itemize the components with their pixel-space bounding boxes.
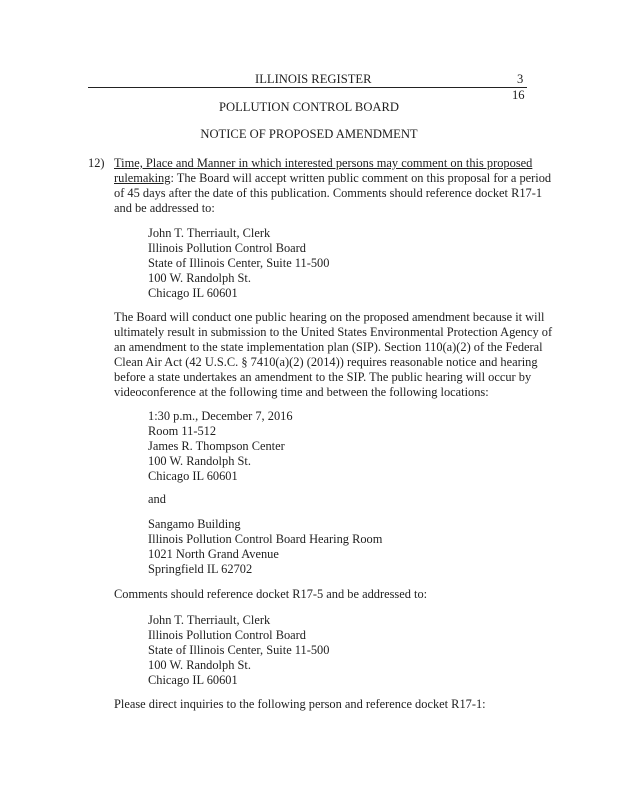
paragraph-line: The Board will conduct one public hearing on the proposed amendment because it will	[114, 310, 545, 324]
register-title: ILLINOIS REGISTER	[255, 72, 372, 86]
address-line: Illinois Pollution Control Board	[148, 628, 306, 642]
item-first-line-rest: : The Board will accept written public comment on this proposal for a period	[170, 171, 552, 185]
notice-title: NOTICE OF PROPOSED AMENDMENT	[200, 127, 418, 141]
paragraph-line: videoconference at the following time and between the following locations:	[114, 385, 489, 399]
item-paragraph	[114, 156, 552, 216]
location-line: Illinois Pollution Control Board Hearing Room	[148, 532, 383, 546]
location-line: Chicago IL 60601	[148, 469, 238, 483]
location-line: Springfield IL 62702	[148, 562, 253, 576]
address-line: 100 W. Randolph St.	[148, 658, 251, 672]
address-line: John T. Therriault, Clerk	[148, 613, 271, 627]
hearing-location-1	[148, 409, 528, 484]
address-block-1	[148, 226, 528, 301]
location-line: 1:30 p.m., December 7, 2016	[148, 409, 293, 423]
item-line: and be addressed to:	[114, 201, 215, 215]
item-heading-underlined: rulemaking	[114, 171, 171, 185]
paragraph-line: an amendment to the state implementation plan (SIP). Section 110(a)(2) of the Federal	[114, 340, 543, 354]
item-line: of 45 days after the date of this publication. Comments should reference docket R17-1	[114, 186, 543, 200]
address-line: State of Illinois Center, Suite 11-500	[148, 256, 330, 270]
address-line: Chicago IL 60601	[148, 673, 238, 687]
agency-name: POLLUTION CONTROL BOARD	[218, 100, 400, 114]
item-number: 12)	[88, 156, 105, 170]
item-heading-line2	[114, 171, 552, 186]
item-heading-line1: Time, Place and Manner in which interested persons may comment on this proposed	[114, 156, 533, 170]
inquiries-instruction: Please direct inquiries to the following person and reference docket R17-1:	[114, 697, 486, 711]
address-line: State of Illinois Center, Suite 11-500	[148, 643, 330, 657]
comments-instruction: Comments should reference docket R17-5 and be addressed to:	[114, 587, 428, 601]
and-connector: and	[148, 492, 166, 506]
paragraph-line: Clean Air Act (42 U.S.C. § 7410(a)(2) (2014)) requires reasonable notice and hearing	[114, 355, 538, 369]
hearing-location-2	[148, 517, 528, 577]
location-line: James R. Thompson Center	[148, 439, 285, 453]
address-line: Chicago IL 60601	[148, 286, 238, 300]
header-rule	[88, 87, 527, 88]
location-line: 1021 North Grand Avenue	[148, 547, 279, 561]
location-line: Room 11-512	[148, 424, 217, 438]
address-line: 100 W. Randolph St.	[148, 271, 251, 285]
paragraph-line: ultimately result in submission to the United States Environmental Protection Agency of	[114, 325, 553, 339]
address-line: Illinois Pollution Control Board	[148, 241, 306, 255]
address-line: John T. Therriault, Clerk	[148, 226, 271, 240]
paragraph-line: before a state undertakes an amendment to the SIP. The public hearing will occur by	[114, 370, 532, 384]
address-block-2	[148, 613, 528, 688]
volume-number: 16	[512, 88, 525, 102]
page-number: 3	[517, 72, 524, 86]
location-line: 100 W. Randolph St.	[148, 454, 251, 468]
hearing-paragraph	[114, 310, 553, 400]
location-line: Sangamo Building	[148, 517, 241, 531]
